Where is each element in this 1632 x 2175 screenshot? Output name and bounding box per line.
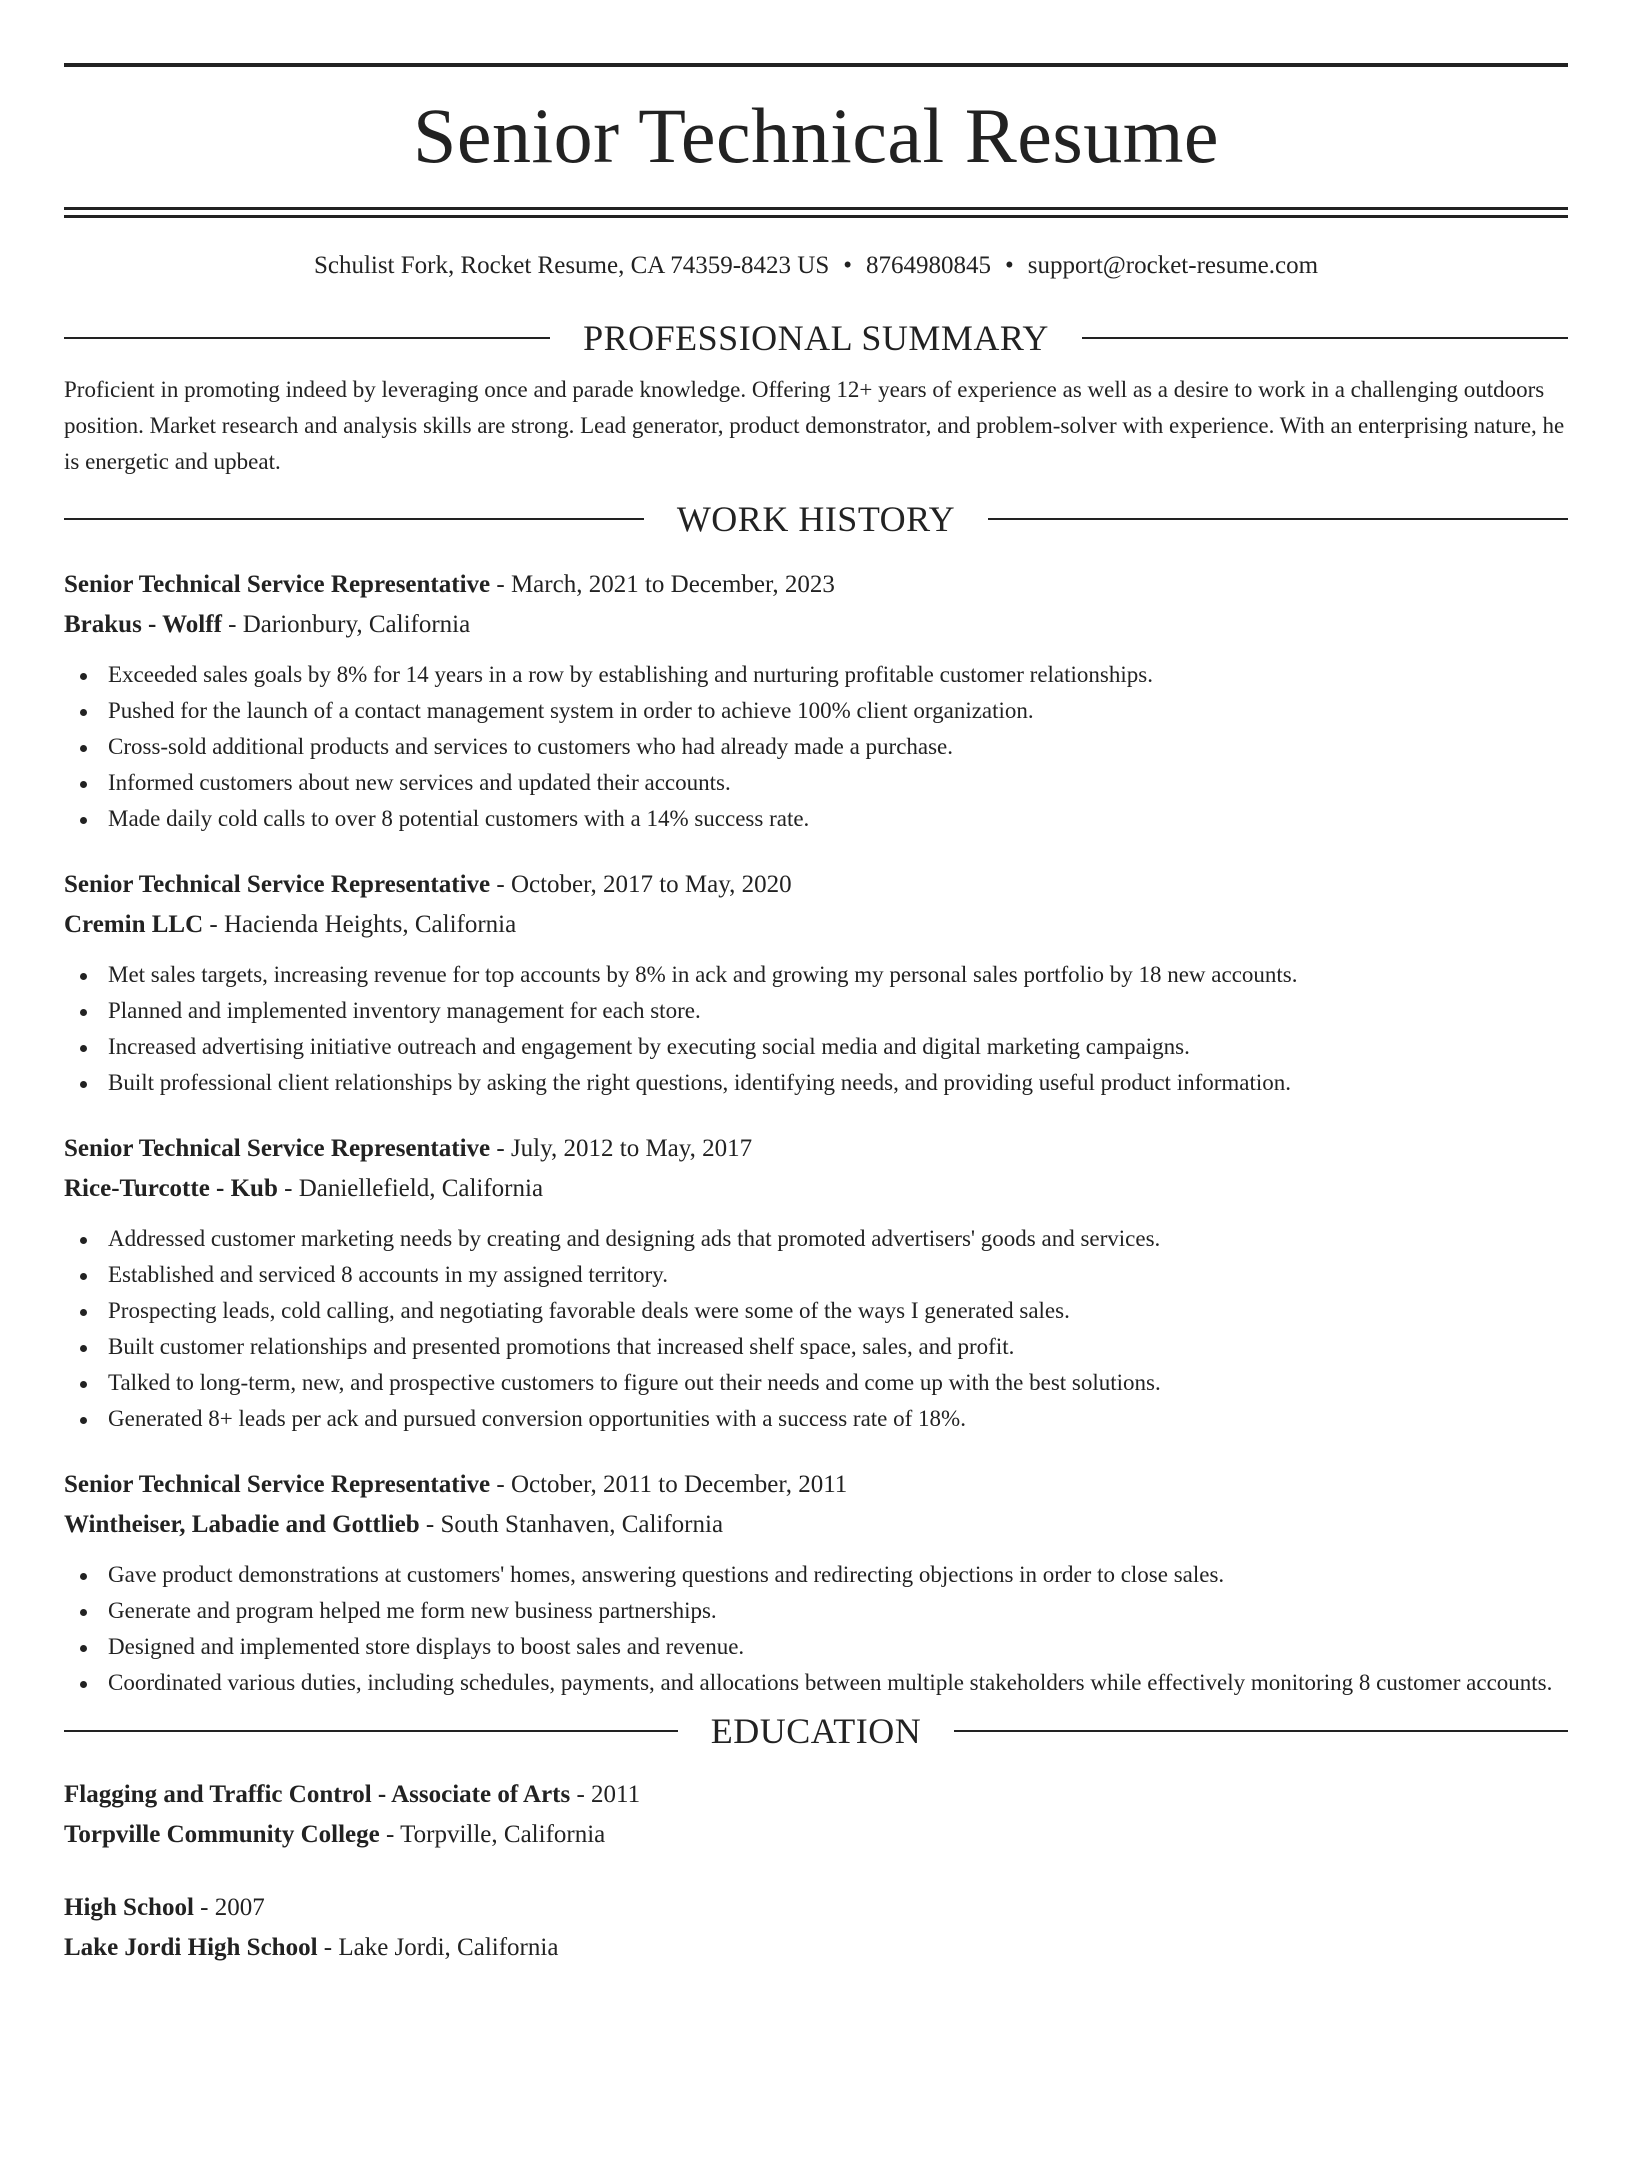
job-dates: - October, 2017 to May, 2020 [490,871,792,898]
section-heading-summary [64,316,1568,360]
section-title: PROFESSIONAL SUMMARY [583,318,1049,358]
section-heading-education [64,1709,1568,1753]
job-bullet: Made daily cold calls to over 8 potential customers with a 14% success rate. [64,801,1568,837]
job-bullet: Generate and program helped me form new business partnerships. [64,1593,1568,1629]
education-degree-line [64,1888,1568,1928]
job-dates: - March, 2021 to December, 2023 [490,571,835,598]
job-title: Senior Technical Service Representative [64,1471,491,1498]
job-company-line [64,905,1568,945]
job-title-line [64,565,1568,605]
heading-rule-left [64,518,644,520]
job-bullet: Gave product demonstrations at customers' homes, answering questions and redirecting objections in order to close sales. [64,1557,1568,1593]
education-school-line [64,1928,1568,1968]
job-entry [64,865,1568,1101]
contact-address: Schulist Fork, Rocket Resume, CA 74359-8423 US [313,252,830,279]
header-double-rule [64,207,1568,218]
heading-rule-right [954,1730,1568,1732]
education-degree: High School [64,1894,194,1921]
job-bullet: Cross-sold additional products and services to customers who had already made a purchase. [64,729,1568,765]
job-entry [64,565,1568,837]
job-bullet: Coordinated various duties, including schedules, payments, and allocations between multiple stakeholders while effectively monitoring 8 customer accounts. [64,1665,1568,1701]
contact-separator: • [843,252,852,279]
job-dates: - October, 2011 to December, 2011 [490,1471,848,1498]
job-bullet: Met sales targets, increasing revenue for top accounts by 8% in ack and growing my personal sales portfolio by 18 new accounts. [64,957,1568,993]
job-bullet: Established and serviced 8 accounts in my assigned territory. [64,1257,1568,1293]
job-entry [64,1129,1568,1437]
heading-rule-right [988,518,1568,520]
job-company: Rice-Turcotte - Kub [64,1175,278,1202]
job-company: Brakus - Wolff [64,611,222,638]
summary-paragraph: Proficient in promoting indeed by leveraging once and parade knowledge. Offering 12+ years of experience as well as a desire to work in a challenging outdoors position. Market research and analysis skills are strong. Lead generator, product demonstrator, and problem-solver with experience. With an enterprising nature, he is energetic and upbeat. [64,377,1565,474]
job-bullet: Talked to long-term, new, and prospective customers to figure out their needs and come up with the best solutions. [64,1365,1568,1401]
education-school: Torpville Community College [64,1821,380,1848]
education-school-line [64,1815,1568,1855]
contact-separator: • [1005,252,1014,279]
job-location: - Daniellefield, California [277,1175,544,1202]
job-company-line [64,1505,1568,1545]
education-year: - 2011 [570,1781,641,1808]
education-degree: Flagging and Traffic Control - Associate of Arts [64,1781,571,1808]
job-location: - Hacienda Heights, California [203,911,517,938]
job-location: - South Stanhaven, California [419,1511,724,1538]
heading-rule-left [64,337,550,339]
contact-line [64,250,1568,282]
job-company-line [64,605,1568,645]
education-entry [64,1888,1568,1968]
job-company: Wintheiser, Labadie and Gottlieb [64,1511,420,1538]
job-bullet: Prospecting leads, cold calling, and negotiating favorable deals were some of the ways I generated sales. [64,1293,1568,1329]
job-title: Senior Technical Service Representative [64,871,491,898]
resume-name: Senior Technical Resume [412,92,1220,179]
job-title: Senior Technical Service Representative [64,571,491,598]
contact-phone: 8764980845 [866,252,991,279]
job-bullet: Designed and implemented store displays to boost sales and revenue. [64,1629,1568,1665]
job-bullet: Addressed customer marketing needs by creating and designing ads that promoted advertisers' goods and services. [64,1221,1568,1257]
section-title: EDUCATION [710,1711,922,1751]
job-title-line [64,1129,1568,1169]
education-entry [64,1775,1568,1855]
job-bullets [64,957,1568,1101]
job-bullets [64,1557,1568,1701]
job-title-line [64,1465,1568,1505]
job-bullet: Increased advertising initiative outreach and engagement by executing social media and digital marketing campaigns. [64,1029,1568,1065]
education-year: - 2007 [193,1894,265,1921]
job-bullets [64,1221,1568,1437]
job-company: Cremin LLC [64,911,204,938]
job-bullet: Built professional client relationships by asking the right questions, identifying needs, and providing useful product information. [64,1065,1568,1101]
job-location: - Darionbury, California [221,611,471,638]
education-location: - Torpville, California [379,1821,606,1848]
education-location: - Lake Jordi, California [317,1934,559,1961]
job-bullet: Informed customers about new services and updated their accounts. [64,765,1568,801]
job-entry [64,1465,1568,1701]
job-company-line [64,1169,1568,1209]
job-bullet: Planned and implemented inventory management for each store. [64,993,1568,1029]
heading-rule-left [64,1730,678,1732]
job-dates: - July, 2012 to May, 2017 [490,1135,753,1162]
job-title: Senior Technical Service Representative [64,1135,491,1162]
job-title-line [64,865,1568,905]
resume-page [0,63,1632,2175]
education-degree-line [64,1775,1568,1815]
heading-rule-right [1082,337,1568,339]
job-bullet: Generated 8+ leads per ack and pursued conversion opportunities with a success rate of 18%. [64,1401,1568,1437]
contact-email: support@rocket-resume.com [1027,252,1319,279]
section-title: WORK HISTORY [676,499,956,539]
job-bullets [64,657,1568,837]
job-bullet: Built customer relationships and presented promotions that increased shelf space, sales, and profit. [64,1329,1568,1365]
section-heading-work-history [64,497,1568,541]
job-bullet: Pushed for the launch of a contact management system in order to achieve 100% client organization. [64,693,1568,729]
education-school: Lake Jordi High School [64,1934,318,1961]
header-top-rule [64,63,1568,67]
job-bullet: Exceeded sales goals by 8% for 14 years in a row by establishing and nurturing profitable customer relationships. [64,657,1568,693]
